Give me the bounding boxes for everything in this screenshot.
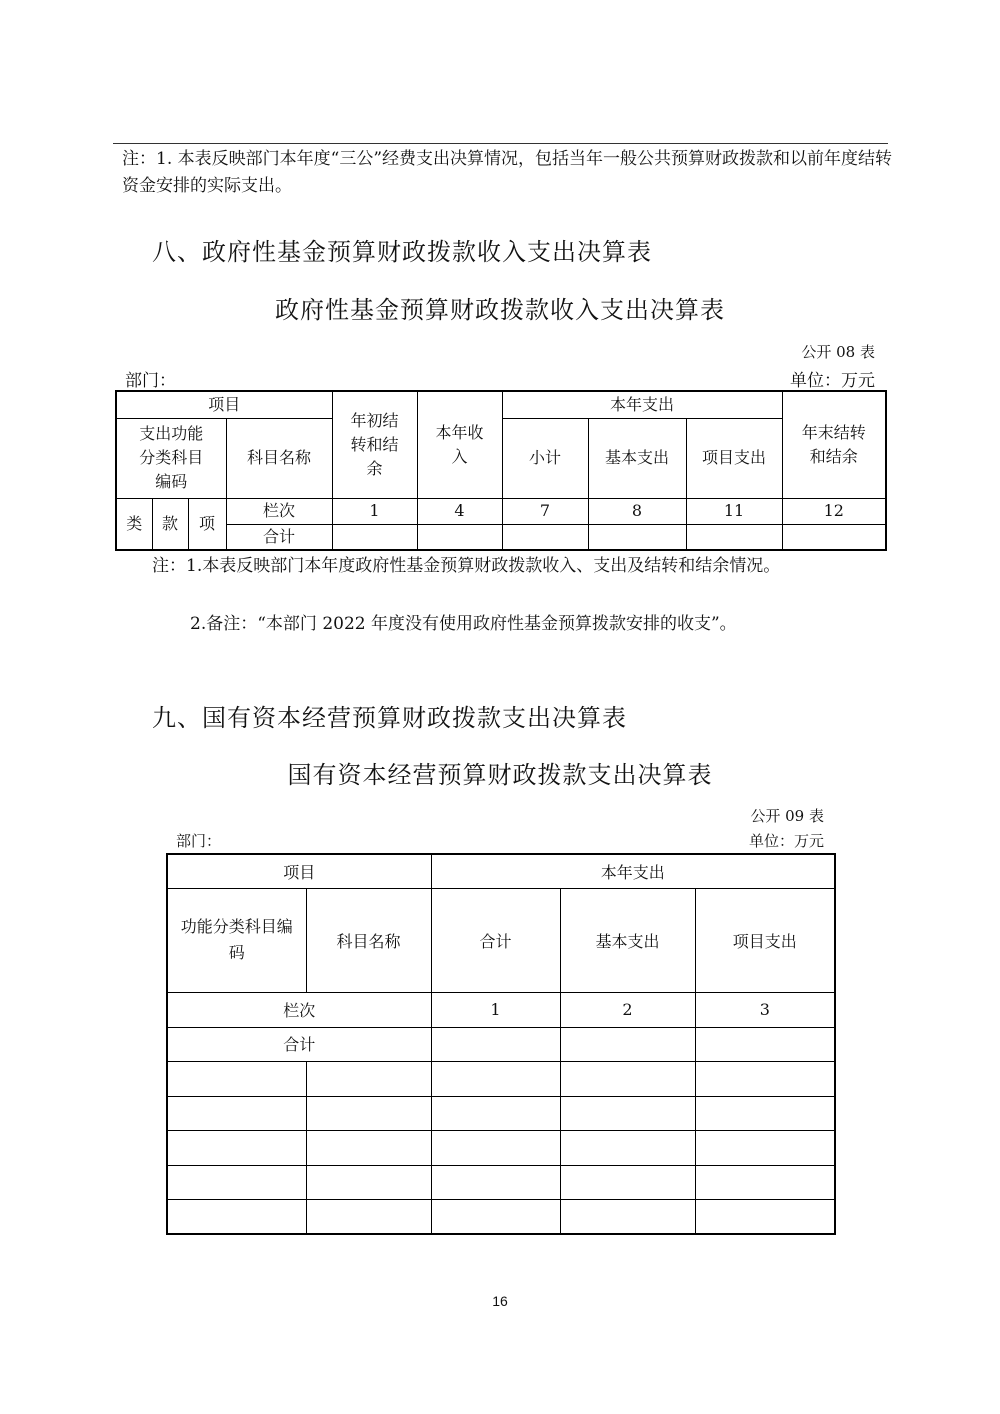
col-num: 1 (332, 498, 417, 524)
total-cell (560, 1027, 695, 1061)
section8-form-no: 公开 08 表 (801, 343, 875, 361)
col-num: 11 (686, 498, 782, 524)
col-num: 2 (560, 992, 695, 1027)
section9-dept: 部门： (176, 832, 222, 850)
header-subject-name: 科目名称 (306, 888, 431, 992)
page-number: 16 (492, 1293, 508, 1309)
header-total: 合计 (431, 888, 560, 992)
gov-fund-table (115, 390, 887, 551)
table-row (167, 1165, 835, 1199)
section8-heading: 八、政府性基金预算财政拨款收入支出决算表 (152, 238, 652, 266)
total-cell (686, 524, 782, 550)
row-col-label: 栏次 (226, 498, 332, 524)
header-opening-balance: 年初结转和结余 (332, 391, 417, 498)
row-col-label: 栏次 (167, 992, 431, 1027)
col-num: 3 (695, 992, 835, 1027)
table-row (167, 1096, 835, 1130)
total-cell (502, 524, 588, 550)
col-num: 12 (782, 498, 886, 524)
header-project-exp: 项目支出 (686, 418, 782, 498)
total-cell (332, 524, 417, 550)
header-basic: 基本支出 (588, 418, 686, 498)
section8-note-2: 2.备注：“本部门 2022 年度没有使用政府性基金预算拨款安排的收支”。 (190, 614, 737, 634)
total-cell (782, 524, 886, 550)
section8-note-1: 注：1.本表反映部门本年度政府性基金预算财政拨款收入、支出及结转和结余情况。 (152, 556, 781, 576)
section8-title: 政府性基金预算财政拨款收入支出决算表 (275, 296, 725, 324)
row-total-label: 合计 (226, 524, 332, 550)
table-row (167, 1130, 835, 1165)
section9-heading: 九、国有资本经营预算财政拨款支出决算表 (152, 704, 627, 732)
header-subtotal: 小计 (502, 418, 588, 498)
header-func-code: 功能分类科目编码 (167, 888, 306, 992)
note-three-public: 注：1. 本表反映部门本年度“三公”经费支出决算情况，包括当年一般公共预算财政拨款和以前年度结转资金安排的实际支出。 (122, 149, 893, 196)
top-rule (113, 143, 888, 144)
section9-title: 国有资本经营预算财政拨款支出决算表 (287, 761, 713, 789)
header-expense: 本年支出 (502, 391, 782, 418)
header-kuan: 款 (152, 498, 188, 550)
col-num: 8 (588, 498, 686, 524)
row-total-label: 合计 (167, 1027, 431, 1061)
total-cell (588, 524, 686, 550)
col-num: 1 (431, 992, 560, 1027)
section8-dept: 部门： (125, 371, 176, 391)
total-cell (695, 1027, 835, 1061)
header-project: 项目 (167, 854, 431, 888)
state-capital-table (166, 853, 836, 1235)
section9-unit: 单位：万元 (748, 832, 824, 850)
table-row (167, 1061, 835, 1096)
section8-unit: 单位：万元 (790, 371, 875, 391)
section9-form-no: 公开 09 表 (750, 807, 824, 825)
header-xiang: 项 (188, 498, 226, 550)
total-cell (417, 524, 502, 550)
header-income: 本年收入 (417, 391, 502, 498)
header-func-code: 支出功能分类科目编码 (116, 418, 226, 498)
header-closing-balance: 年末结转和结余 (782, 391, 886, 498)
header-subject-name: 科目名称 (226, 418, 332, 498)
header-project: 项目 (116, 391, 332, 418)
table-row (167, 1199, 835, 1234)
total-cell (431, 1027, 560, 1061)
header-expense: 本年支出 (431, 854, 835, 888)
header-project-exp: 项目支出 (695, 888, 835, 992)
col-num: 7 (502, 498, 588, 524)
header-lei: 类 (116, 498, 152, 550)
col-num: 4 (417, 498, 502, 524)
header-basic: 基本支出 (560, 888, 695, 992)
